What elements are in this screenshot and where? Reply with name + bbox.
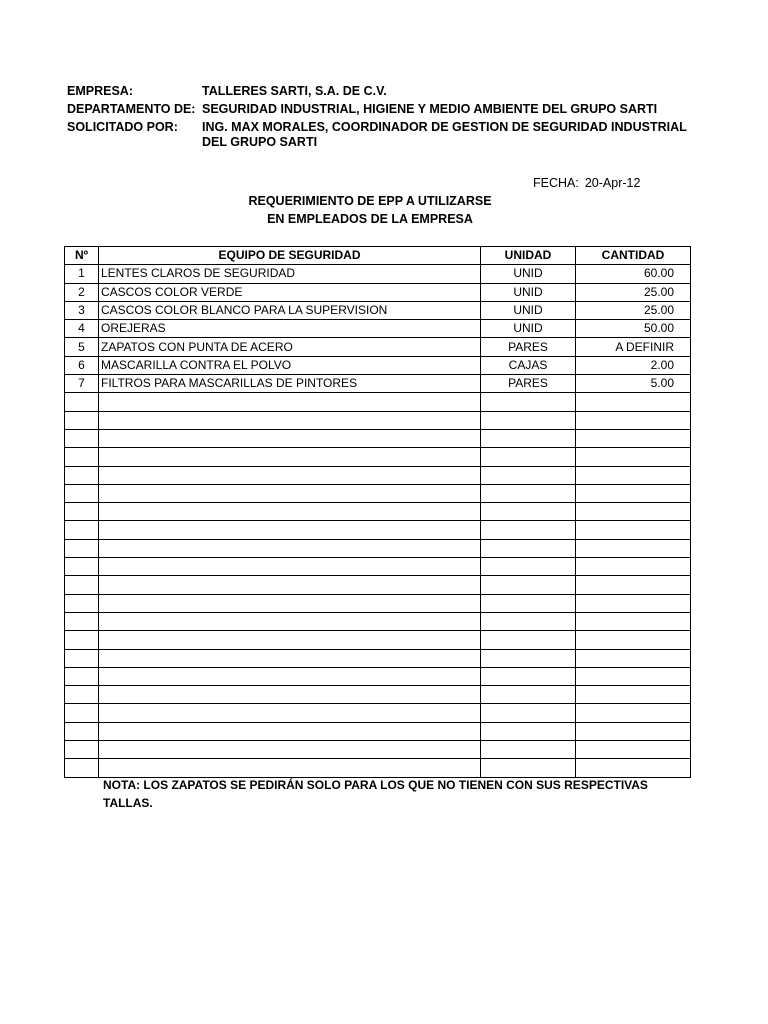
- empty-table-row: [65, 649, 691, 667]
- empty-cell: [65, 484, 99, 502]
- empty-table-row: [65, 686, 691, 704]
- empty-cell: [99, 741, 481, 759]
- empty-cell: [65, 558, 99, 576]
- table-row: [65, 301, 691, 319]
- empty-cell: [481, 539, 576, 557]
- empty-cell: [481, 612, 576, 630]
- empty-cell: [99, 722, 481, 740]
- empty-cell: [99, 612, 481, 630]
- empty-table-row: [65, 539, 691, 557]
- empty-cell: [481, 722, 576, 740]
- empty-table-row: [65, 594, 691, 612]
- col-header-numero: Nº: [65, 247, 99, 265]
- nota: NOTA: LOS ZAPATOS SE PEDIRÁN SOLO PARA LOS QUE NO TIENEN CON SUS RESPECTIVAS TALLAS.: [103, 778, 648, 810]
- empty-cell: [99, 649, 481, 667]
- empty-cell: [576, 429, 691, 447]
- empty-cell: [576, 649, 691, 667]
- empty-cell: [481, 686, 576, 704]
- empty-cell: [65, 667, 99, 685]
- empty-table-row: [65, 393, 691, 411]
- row-equipo: ZAPATOS CON PUNTA DE ACERO: [99, 338, 481, 356]
- empty-cell: [576, 759, 691, 777]
- row-unidad: UNID: [481, 283, 576, 301]
- empty-cell: [576, 631, 691, 649]
- empty-cell: [65, 759, 99, 777]
- empty-cell: [65, 631, 99, 649]
- empty-cell: [65, 503, 99, 521]
- row-cantidad: 50.00: [576, 320, 691, 338]
- empty-cell: [99, 667, 481, 685]
- empty-cell: [576, 466, 691, 484]
- departamento-value: SEGURIDAD INDUSTRIAL, HIGIENE Y MEDIO AMBIENTE DEL GRUPO SARTI: [202, 102, 658, 116]
- document-title-line1: REQUERIMIENTO DE EPP A UTILIZARSE: [248, 194, 492, 208]
- row-number: 1: [65, 265, 99, 283]
- empty-cell: [65, 539, 99, 557]
- empty-cell: [576, 722, 691, 740]
- empty-cell: [65, 612, 99, 630]
- empty-cell: [65, 521, 99, 539]
- empty-cell: [481, 411, 576, 429]
- row-equipo: LENTES CLAROS DE SEGURIDAD: [99, 265, 481, 283]
- empty-cell: [576, 667, 691, 685]
- empty-cell: [65, 686, 99, 704]
- empty-cell: [576, 594, 691, 612]
- empty-cell: [481, 594, 576, 612]
- row-cantidad: 2.00: [576, 356, 691, 374]
- empty-cell: [576, 503, 691, 521]
- empty-table-row: [65, 521, 691, 539]
- empty-table-row: [65, 411, 691, 429]
- empty-table-row: [65, 466, 691, 484]
- document-title-line2: EN EMPLEADOS DE LA EMPRESA: [267, 212, 473, 226]
- empresa-value: TALLERES SARTI, S.A. DE C.V.: [202, 84, 387, 98]
- col-header-cantidad: CANTIDAD: [576, 247, 691, 265]
- table-header-row: [65, 247, 691, 265]
- empty-cell: [65, 393, 99, 411]
- empty-cell: [65, 429, 99, 447]
- fecha: [533, 176, 640, 191]
- fecha-value: 20-Apr-12: [584, 176, 641, 190]
- row-equipo: CASCOS COLOR VERDE: [99, 283, 481, 301]
- empty-cell: [576, 576, 691, 594]
- empty-cell: [99, 484, 481, 502]
- empty-cell: [99, 558, 481, 576]
- empty-cell: [99, 686, 481, 704]
- empty-cell: [576, 686, 691, 704]
- row-cantidad: 25.00: [576, 283, 691, 301]
- empty-table-row: [65, 759, 691, 777]
- requirements-table: [64, 246, 691, 778]
- empty-cell: [481, 466, 576, 484]
- empty-cell: [481, 503, 576, 521]
- empty-cell: [481, 484, 576, 502]
- empty-table-row: [65, 741, 691, 759]
- row-number: 3: [65, 301, 99, 319]
- empty-cell: [481, 667, 576, 685]
- empty-cell: [576, 411, 691, 429]
- empty-cell: [99, 429, 481, 447]
- empty-cell: [99, 631, 481, 649]
- row-unidad: PARES: [481, 338, 576, 356]
- empty-cell: [99, 594, 481, 612]
- empty-table-row: [65, 704, 691, 722]
- empty-cell: [99, 539, 481, 557]
- table-row: [65, 356, 691, 374]
- empty-table-row: [65, 429, 691, 447]
- empty-table-row: [65, 558, 691, 576]
- empty-cell: [99, 704, 481, 722]
- row-unidad: UNID: [481, 320, 576, 338]
- empty-table-row: [65, 631, 691, 649]
- empty-cell: [65, 448, 99, 466]
- row-unidad: UNID: [481, 301, 576, 319]
- table-row: [65, 338, 691, 356]
- empty-table-row: [65, 503, 691, 521]
- col-header-unidad: UNIDAD: [481, 247, 576, 265]
- col-header-equipo: EQUIPO DE SEGURIDAD: [99, 247, 481, 265]
- empty-table-row: [65, 612, 691, 630]
- row-unidad: CAJAS: [481, 356, 576, 374]
- empty-cell: [481, 631, 576, 649]
- row-number: 5: [65, 338, 99, 356]
- row-cantidad: 60.00: [576, 265, 691, 283]
- empty-cell: [99, 759, 481, 777]
- empty-cell: [65, 741, 99, 759]
- table-row: [65, 265, 691, 283]
- row-number: 4: [65, 320, 99, 338]
- empty-cell: [576, 704, 691, 722]
- empty-cell: [576, 558, 691, 576]
- row-number: 6: [65, 356, 99, 374]
- table-row: [65, 283, 691, 301]
- empty-cell: [65, 576, 99, 594]
- row-equipo: FILTROS PARA MASCARILLAS DE PINTORES: [99, 375, 481, 393]
- empty-cell: [481, 429, 576, 447]
- empty-cell: [99, 393, 481, 411]
- fecha-label: FECHA:: [533, 176, 579, 190]
- empty-cell: [576, 741, 691, 759]
- empty-cell: [576, 393, 691, 411]
- empty-cell: [481, 741, 576, 759]
- empresa-label: EMPRESA:: [67, 84, 133, 98]
- empty-cell: [481, 393, 576, 411]
- row-equipo: CASCOS COLOR BLANCO PARA LA SUPERVISION: [99, 301, 481, 319]
- empty-table-row: [65, 576, 691, 594]
- row-cantidad: A DEFINIR: [576, 338, 691, 356]
- empty-cell: [576, 539, 691, 557]
- empty-cell: [65, 704, 99, 722]
- empty-table-row: [65, 484, 691, 502]
- empty-cell: [99, 448, 481, 466]
- empty-cell: [99, 521, 481, 539]
- table-row: [65, 320, 691, 338]
- empty-cell: [481, 704, 576, 722]
- empty-cell: [481, 521, 576, 539]
- row-unidad: UNID: [481, 265, 576, 283]
- empty-cell: [576, 521, 691, 539]
- row-cantidad: 5.00: [576, 375, 691, 393]
- empty-cell: [576, 448, 691, 466]
- empty-cell: [481, 558, 576, 576]
- row-equipo: OREJERAS: [99, 320, 481, 338]
- empty-cell: [481, 759, 576, 777]
- empty-cell: [65, 649, 99, 667]
- empty-table-row: [65, 448, 691, 466]
- empty-cell: [99, 503, 481, 521]
- empty-cell: [576, 612, 691, 630]
- row-unidad: PARES: [481, 375, 576, 393]
- empty-cell: [99, 466, 481, 484]
- solicitado-label: SOLICITADO POR:: [67, 120, 178, 134]
- solicitado-value: ING. MAX MORALES, COORDINADOR DE GESTION DE SEGURIDAD INDUSTRIAL DEL GRUPO SARTI: [202, 120, 687, 149]
- empty-cell: [481, 649, 576, 667]
- row-number: 7: [65, 375, 99, 393]
- row-equipo: MASCARILLA CONTRA EL POLVO: [99, 356, 481, 374]
- empty-table-row: [65, 722, 691, 740]
- empty-cell: [65, 466, 99, 484]
- empty-cell: [576, 484, 691, 502]
- empty-cell: [481, 576, 576, 594]
- table-row: [65, 375, 691, 393]
- row-cantidad: 25.00: [576, 301, 691, 319]
- empty-cell: [99, 411, 481, 429]
- empty-cell: [99, 576, 481, 594]
- row-number: 2: [65, 283, 99, 301]
- empty-cell: [481, 448, 576, 466]
- departamento-label: DEPARTAMENTO DE:: [67, 102, 196, 116]
- empty-cell: [65, 722, 99, 740]
- empty-table-row: [65, 667, 691, 685]
- empty-cell: [65, 411, 99, 429]
- empty-cell: [65, 594, 99, 612]
